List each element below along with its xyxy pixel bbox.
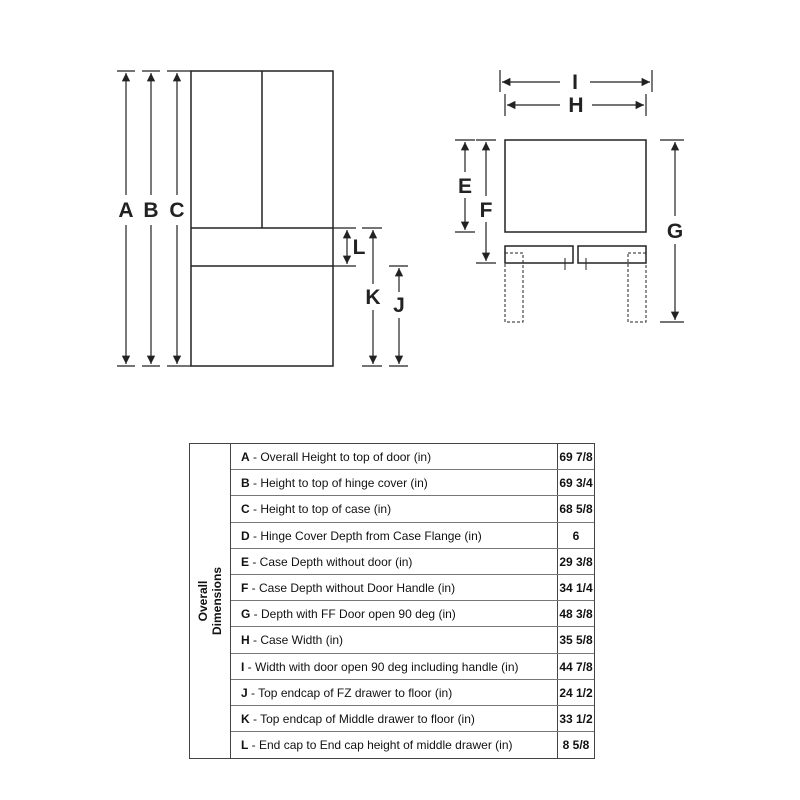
table-row (231, 601, 594, 627)
dimension-description (231, 496, 558, 521)
dimension-key: H (241, 633, 250, 648)
dimension-description (231, 627, 558, 652)
dimension-text: - Depth with FF Door open 90 deg (in) (250, 607, 456, 622)
dimensions-table (189, 443, 595, 759)
label-g: G (666, 220, 684, 243)
dimension-text: - Hinge Cover Depth from Case Flange (in) (249, 528, 482, 543)
dimension-text: - Overall Height to top of door (in) (249, 450, 432, 464)
dimension-value: 48 3/8 (559, 607, 593, 622)
dimension-text: - Top endcap of FZ drawer to floor (in) (247, 685, 453, 700)
label-i: I (572, 71, 578, 94)
label-e: E (457, 175, 473, 198)
dimension-key: B (241, 476, 250, 491)
label-b: B (143, 199, 159, 222)
dimension-key: F (241, 580, 249, 595)
dimension-text: - Case Width (in) (249, 633, 344, 648)
dimension-description (231, 444, 558, 469)
table-row (231, 575, 594, 601)
front-view (191, 71, 333, 366)
dimension-text: - Width with door open 90 deg including handle (in) (244, 659, 519, 674)
dimension-key: I (241, 659, 245, 674)
dimension-value: 24 1/2 (559, 685, 593, 700)
dimension-description (231, 732, 558, 758)
dimension-description (231, 706, 558, 731)
dimension-key: G (241, 607, 251, 622)
label-a: A (118, 199, 134, 222)
dimension-value: 69 3/4 (559, 476, 593, 491)
dimension-value: 8 5/8 (562, 738, 590, 753)
dimension-text: - End cap to End cap height of middle drawer (in) (248, 738, 513, 753)
dimension-text: - Top endcap of Middle drawer to floor (in) (249, 711, 475, 726)
table-row (231, 444, 594, 470)
table-row (231, 706, 594, 732)
dimension-key: J (241, 685, 248, 700)
label-j: J (393, 294, 405, 317)
table-row (231, 496, 594, 522)
table-row (231, 680, 594, 706)
dimension-description (231, 523, 558, 548)
dimension-text: - Case Depth without Door Handle (in) (248, 580, 456, 595)
table-row (231, 523, 594, 549)
dimension-text: - Height to top of hinge cover (in) (249, 476, 428, 491)
dimension-key: L (241, 738, 249, 753)
dimension-text: - Height to top of case (in) (249, 502, 392, 517)
row-group-header (190, 444, 231, 758)
dimension-description (231, 470, 558, 495)
dimension-description (231, 601, 558, 626)
dimension-text: - Case Depth without door (in) (249, 554, 413, 569)
table-rows (231, 444, 594, 758)
dimension-description (231, 680, 558, 705)
label-l: L (352, 236, 366, 259)
case-outline (505, 140, 646, 232)
table-row (231, 732, 594, 758)
dimension-key: C (241, 502, 250, 517)
table-row (231, 654, 594, 680)
door-left-outline (505, 246, 573, 263)
dimension-value: 34 1/4 (559, 580, 593, 595)
dimension-value: 6 (572, 528, 580, 543)
label-k: K (365, 286, 381, 309)
label-f: F (479, 199, 493, 222)
dimension-description (231, 549, 558, 574)
dimension-key: A (241, 450, 250, 464)
dimension-value: 35 5/8 (559, 633, 593, 648)
dimension-value: 69 7/8 (559, 450, 593, 464)
label-h: H (568, 94, 584, 117)
dimension-description (231, 654, 558, 679)
label-c: C (169, 199, 185, 222)
dimension-value: 68 5/8 (559, 502, 593, 517)
dimension-key: E (241, 554, 250, 569)
table-row (231, 549, 594, 575)
row-group-label: Overall Dimensions (196, 566, 224, 636)
table-row (231, 470, 594, 496)
side-view (505, 140, 646, 270)
dimension-value: 44 7/8 (559, 659, 593, 674)
table-row (231, 627, 594, 653)
door-right-outline (578, 246, 646, 263)
dimension-key: K (241, 711, 250, 726)
dimension-value: 29 3/8 (559, 554, 593, 569)
dimension-description (231, 575, 558, 600)
dimension-value: 33 1/2 (559, 711, 593, 726)
dimension-key: D (241, 528, 250, 543)
